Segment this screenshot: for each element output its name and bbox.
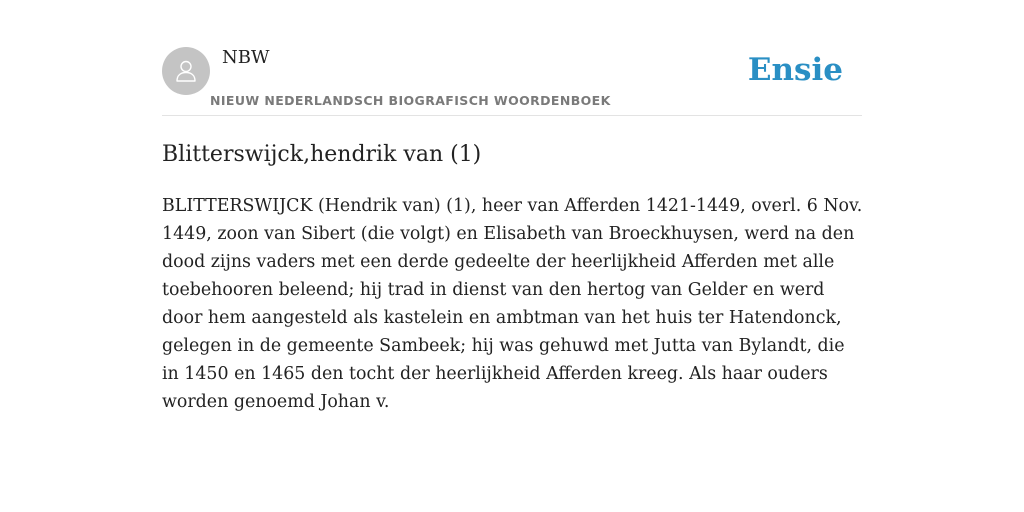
source-avatar[interactable] [162, 47, 210, 95]
ensie-logo[interactable]: Ensie [747, 52, 843, 88]
source-subtitle: NIEUW NEDERLANDSCH BIOGRAFISCH WOORDENBOEK [210, 93, 611, 108]
header-divider [162, 115, 862, 116]
entry-title: Blitterswijck,hendrik van (1) [162, 142, 482, 167]
entry-card [162, 0, 862, 512]
source-name[interactable]: NBW [222, 47, 270, 68]
user-icon [171, 56, 201, 86]
entry-text: BLITTERSWIJCK (Hendrik van) (1), heer van Afferden 1421-1449, overl. 6 Nov. 1449, zoon van Sibert (die volgt) en Elisabeth van Broeckhuysen, werd na den dood zijns vaders met een derde gedeelte der heerlijkheid Afferden met alle toebehooren beleend; hij trad in dienst van den hertog van Gelder en werd door hem aangesteld als kastelein en ambtman van het huis ter Hatendonck, gelegen in de gemeente Sambeek; hij was gehuwd met Jutta van Bylandt, die in 1450 en 1465 den tocht der heerlijkheid Afferden kreeg. Als haar ouders worden genoemd Johan v. [162, 196, 863, 412]
